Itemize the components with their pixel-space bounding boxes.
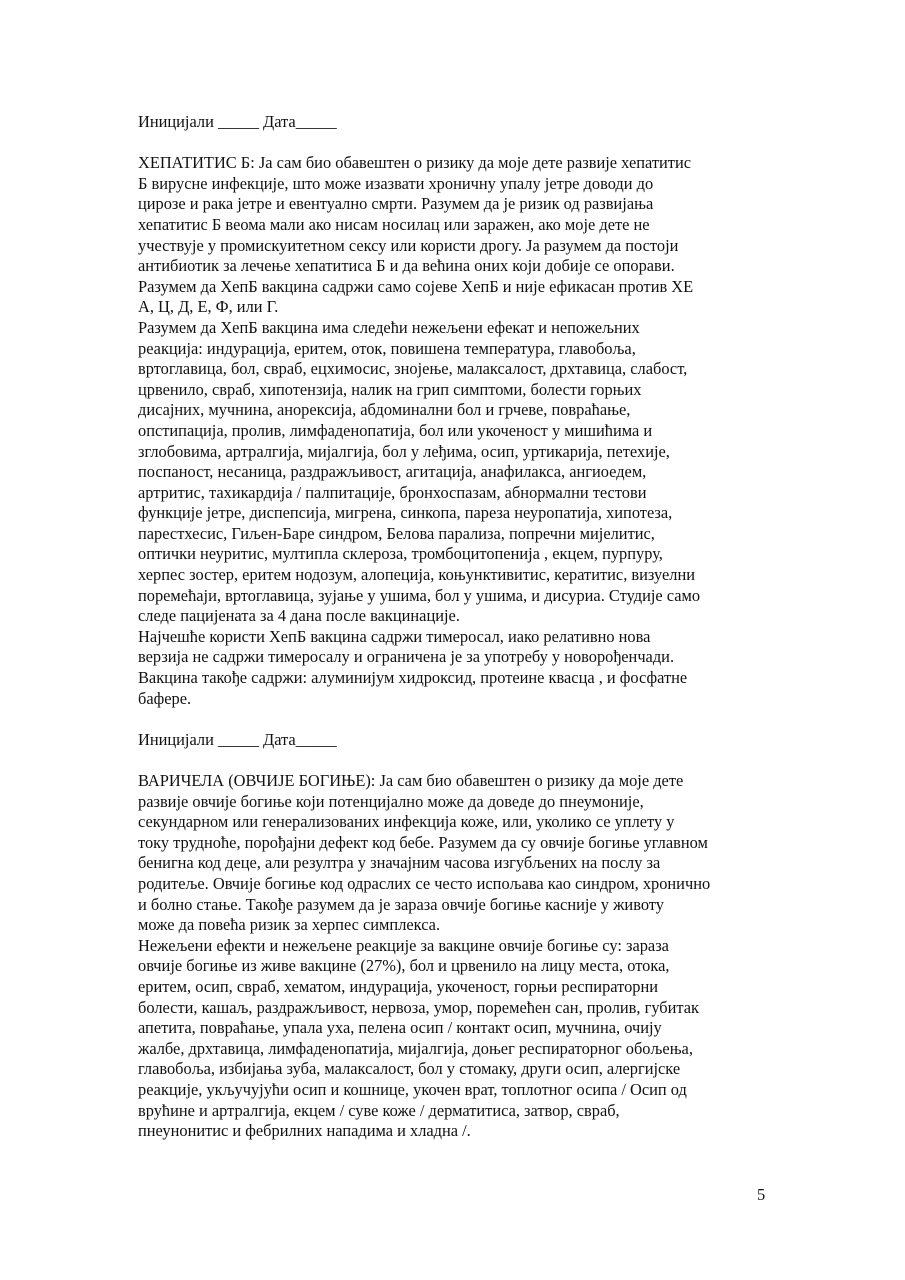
text-line: опстипација, пролив, лимфаденопатија, бол или укоченост у мишићима и xyxy=(138,420,653,440)
text-line: зглобовима, артралгија, мијалгија, бол у леђима, осип, уртикарија, петехије, xyxy=(138,441,670,461)
text-line: реакције, укључујући осип и кошнице, укочен врат, топлотног осипа / Осип од xyxy=(138,1079,687,1099)
text-line: развије овчије богиње који потенцијално може да доведе до пнеумоније, xyxy=(138,791,644,811)
text-line: ВАРИЧЕЛА (ОВЧИЈЕ БОГИЊЕ): Ја сам био обавештен о ризику да моје дете xyxy=(138,771,684,790)
text-line: бенигна код деце, али резултра у значајним часова изгубљених на послу за xyxy=(138,853,661,873)
text-line: учествује у промискуитетном сексу или користи дрогу. Ја разумем да постоји xyxy=(138,235,679,255)
text-line: Најчешће користи ХепБ вакцина садржи тимеросал, иако релативно нова xyxy=(138,626,651,646)
varicella-section xyxy=(138,771,778,1142)
text-line: Разумем да ХепБ вакцина има следећи нежељени ефекат и непожељних xyxy=(138,317,640,337)
text-line: и болно стање. Такође разумем да је зараза овчије богиње касније у животу xyxy=(138,894,664,914)
text-line: верзија не садржи тимеросалу и ограничена је за употребу у новорођенчади. xyxy=(138,647,675,667)
text-line: функције јетре, диспепсија, мигрена, синкопа, пареза неуропатија, хипотеза, xyxy=(138,503,673,523)
initials-date-line: Иницијали _____ Дата_____ xyxy=(138,112,337,131)
text-line: антибиотик за лечење хепатитиса Б и да већина оних који добије се опорави. xyxy=(138,256,675,276)
text-line: болести, кашаљ, раздражљивост, нервоза, умор, поремећен сан, пролив, губитак xyxy=(138,997,700,1017)
text-line: апетита, повраћање, упала уха, пелена осип / контакт осип, мучнина, очију xyxy=(138,1018,662,1038)
text-line: дисајних, мучнина, анорексија, абдоминални бол и грчеве, повраћање, xyxy=(138,400,631,420)
text-line: Вакцина такође садржи: алуминијум хидроксид, протеине квасца , и фосфатне xyxy=(138,668,688,688)
paragraph-gap xyxy=(138,133,778,154)
text-line: ХЕПАТИТИС Б: Ја сам био обавештен о ризику да моје дете развије хепатитис xyxy=(138,153,691,173)
text-line: главобоља, избијања зуба, малаксалост, бол у стомаку, други осип, алергијске xyxy=(138,1059,681,1079)
text-line: хепатитис Б веома мали ако нисам носилац или заражен, ако моје дете не xyxy=(138,214,650,234)
text-line: Разумем да ХепБ вакцина садржи само сојеве ХепБ и није ефикасан против ХЕ xyxy=(138,276,694,296)
hepatitis-b-section xyxy=(138,153,778,709)
text-line: црвенило, свраб, хипотензија, налик на грип симптоми, болести горњих xyxy=(138,379,642,399)
text-line: пнеунонитис и фебрилних нападима и хладна /. xyxy=(138,1121,471,1141)
page-number: 5 xyxy=(757,1185,766,1204)
text-line: Б вирусне инфекције, што може изазвати хроничну упалу јетре доводи до xyxy=(138,173,654,193)
text-line: херпес зостер, еритем нодозум, алопеција, коњунктивитис, кератитис, визуелни xyxy=(138,565,696,585)
text-line: секундарном или генерализованих инфекција коже, или, уколико се уплету у xyxy=(138,812,675,832)
document-page xyxy=(138,112,778,1142)
text-line: вртоглавица, бол, свраб, ецхимосис, знојење, малаксалост, дрхтавица, слабост, xyxy=(138,359,688,379)
text-line: парестхесис, Гиљен-Баре синдром, Белова парализа, попречни мијелитис, xyxy=(138,523,655,543)
text-line: еритем, осип, свраб, хематом, индурација, укоченост, горњи респираторни xyxy=(138,976,659,996)
text-line: овчије богиње из живе вакцине (27%), бол и црвенило на лицу места, отока, xyxy=(138,956,670,976)
text-line: бафере. xyxy=(138,688,192,708)
text-line: следе пацијената за 4 дана после вакцинације. xyxy=(138,606,460,626)
text-line: може да повећа ризик за херпес симплекса. xyxy=(138,915,441,935)
text-line: врућине и артралгија, екцем / суве коже / дерматитиса, затвор, свраб, xyxy=(138,1100,620,1120)
text-line: артритис, тахикардија / палпитације, бронхоспазам, абнормални тестови xyxy=(138,482,647,502)
text-line: поспаност, несаница, раздражљивост, агитација, анафилакса, ангиоедем, xyxy=(138,462,647,482)
text-line: родитеље. Овчије богиње код одраслих се често испољава као синдром, хронично xyxy=(138,873,711,893)
paragraph-gap xyxy=(138,709,778,730)
text-line: оптички неуритис, мултипла склероза, тромбоцитопенија , екцем, пурпуру, xyxy=(138,544,663,564)
text-line: А, Ц, Д, Е, Ф, или Г. xyxy=(138,297,279,317)
text-line: току трудноће, порођајни дефект код бебе. Разумем да су овчије богиње углавном xyxy=(138,832,708,852)
text-line: жалбе, дрхтавица, лимфаденопатија, мијалгија, доњег респираторног обољења, xyxy=(138,1038,693,1058)
text-line: поремећаји, вртоглавица, зујање у ушима, бол у ушима, и дисуриа. Студије само xyxy=(138,585,701,605)
text-line: реакција: индурација, еритем, оток, повишена температура, главобоља, xyxy=(138,338,636,358)
text-line: Нежељени ефекти и нежељене реакције за вакцине овчије богиње су: зараза xyxy=(138,935,669,955)
initials-date-line: Иницијали _____ Дата_____ xyxy=(138,729,337,749)
paragraph-gap xyxy=(138,750,778,771)
text-line: цирозе и рака јетре и евентуално смрти. Разумем да је ризик од развијања xyxy=(138,194,654,214)
